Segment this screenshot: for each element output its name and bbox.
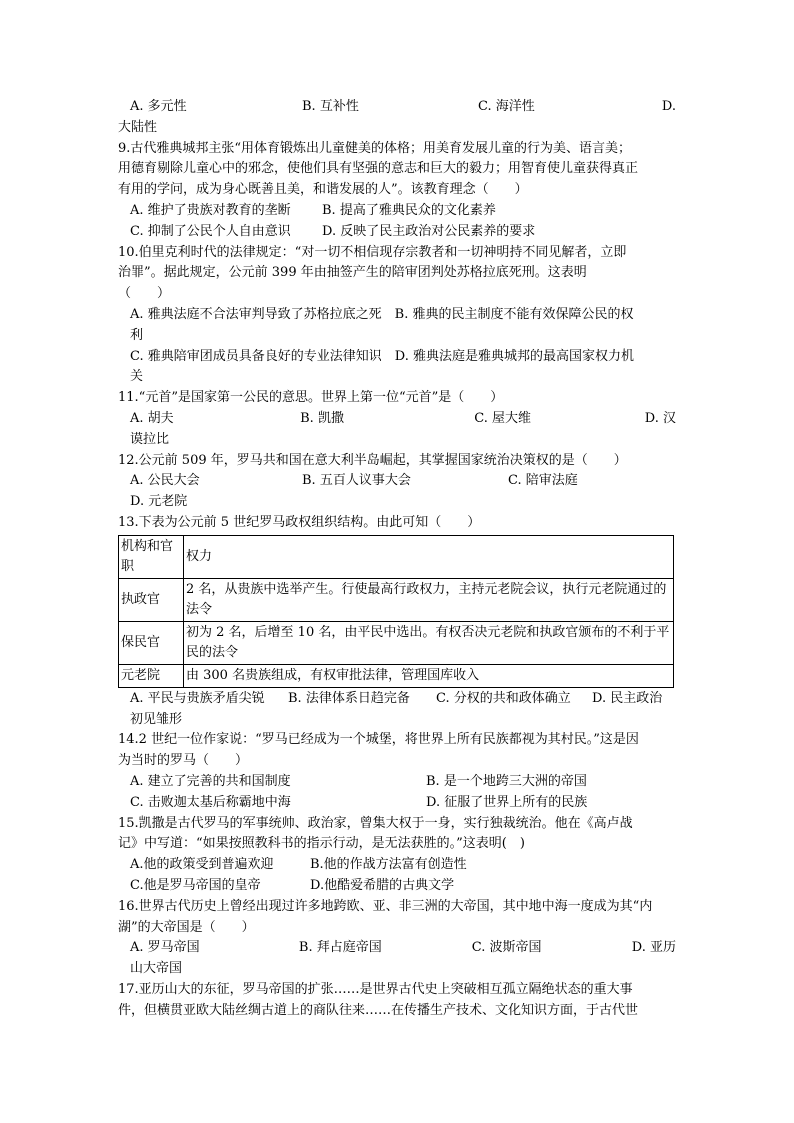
option-a: A. 公民大会 bbox=[130, 473, 200, 489]
question-15 bbox=[118, 814, 676, 897]
option-b: B. 五百人议事大会 bbox=[302, 473, 411, 489]
government-structure-table bbox=[118, 535, 674, 688]
question-stem-line: 为当时的罗马（ ） bbox=[118, 753, 249, 769]
question-stem-line: 件，但横贯亚欧大陆丝绸古道上的商队往来……在传播生产技术、文化知识方面，于古代世 bbox=[118, 1002, 639, 1018]
option-d: D. 征服了世界上所有的民族 bbox=[426, 794, 588, 810]
option-a: A. 罗马帝国 bbox=[130, 940, 200, 956]
option-a: A. 胡夫 bbox=[130, 410, 174, 426]
question-10 bbox=[118, 243, 676, 389]
question-9 bbox=[118, 139, 676, 243]
option-c: C.他是罗马帝国的皇帝 bbox=[130, 877, 261, 893]
option-b: B. 是一个地跨三大洲的帝国 bbox=[426, 773, 587, 789]
option-b: B. 凯撒 bbox=[300, 410, 344, 426]
question-stem-line: 记》中写道：“如果按照教科书的指示行动，是无法获胜的。”这表明( ) bbox=[118, 836, 525, 852]
table-cell-org: 机构和官职 bbox=[119, 535, 184, 578]
question-list bbox=[118, 97, 676, 1021]
question-stem-line: 治罪”。据此规定，公元前 399 年由抽签产生的陪审团判处苏格拉底死刑。这表明 bbox=[118, 265, 587, 281]
question-13 bbox=[118, 513, 676, 730]
question-11 bbox=[118, 388, 676, 450]
question-stem-line: 9.古代雅典城邦主张“用体育锻炼出儿童健美的体格；用美育发展儿童的行为美、语言美； bbox=[118, 140, 632, 156]
option-d-continuation: 关 bbox=[130, 369, 144, 385]
table-cell-power: 权力 bbox=[184, 535, 674, 578]
table-row bbox=[119, 535, 674, 578]
question-stem-line: 湖”的大帝国是（ ） bbox=[118, 919, 255, 935]
option-a: A. 维护了贵族对教育的垄断 bbox=[130, 202, 291, 218]
question-16 bbox=[118, 897, 676, 980]
option-b: B. 提高了雅典民众的文化素养 bbox=[322, 202, 496, 218]
option-d-continuation: 谟拉比 bbox=[130, 431, 170, 447]
table-row bbox=[119, 621, 674, 664]
option-c-d: C. 雅典陪审团成员具备良好的专业法律知识 D. 雅典法庭是雅典城邦的最高国家权力机 bbox=[130, 348, 634, 364]
option-b: B.他的作战方法富有创造性 bbox=[310, 857, 467, 873]
option-a: A. 建立了完善的共和国制度 bbox=[130, 773, 291, 789]
question-stem-line: （ ） bbox=[118, 286, 171, 302]
option-b: B. 拜占庭帝国 bbox=[298, 940, 382, 956]
table-cell-org: 元老院 bbox=[119, 664, 184, 687]
option-d-continuation: 大陆性 bbox=[118, 119, 158, 135]
question-stem-line: 16.世界古代历史上曾经出现过许多地跨欧、亚、非三洲的大帝国，其中地中海一度成为其“内 bbox=[118, 898, 653, 914]
option-a: A.他的政策受到普遍欢迎 bbox=[130, 857, 274, 873]
question-stem: 13.下表为公元前 5 世纪罗马政权组织结构。由此可知（ ） bbox=[118, 514, 481, 530]
option-d: D.他酷爱希腊的古典文学 bbox=[310, 877, 455, 893]
option-d-continuation: 初见雏形 bbox=[130, 711, 183, 727]
question-stem-line: 15.凯撒是古代罗马的军事统帅、政治家，曾集大权于一身，实行独裁统治。他在《高卢战 bbox=[118, 815, 633, 831]
table-row bbox=[119, 664, 674, 687]
question-8-options bbox=[118, 97, 676, 139]
option-c: C. 海洋性 bbox=[478, 99, 535, 114]
table-cell-power: 2 名，从贵族中选举产生。行使最高行政权力，主持元老院会议，执行元老院通过的法令 bbox=[184, 578, 674, 621]
question-stem: 11.“元首”是国家第一公民的意思。世界上第一位“元首”是（ ） bbox=[118, 390, 504, 406]
option-d: D. 元老院 bbox=[130, 494, 188, 510]
table-cell-power: 初为 2 名，后增至 10 名，由平民中选出。有权否决元老院和执政官颁布的不利于平民的法令 bbox=[184, 621, 674, 664]
option-d: D. 反映了民主政治对公民素养的要求 bbox=[322, 223, 536, 239]
option-b: B. 法律体系日趋完备 bbox=[288, 690, 410, 706]
question-stem-line: 用德育剔除儿童心中的邪念，使他们具有坚强的意志和巨大的毅力；用智育使儿童获得真正 bbox=[118, 161, 639, 177]
table-cell-power: 由 300 名贵族组成，有权审批法律，管理国库收入 bbox=[184, 664, 674, 687]
question-14 bbox=[118, 730, 676, 813]
question-12 bbox=[118, 451, 676, 513]
question-stem: 12.公元前 509 年，罗马共和国在意大利半岛崛起，其掌握国家统治决策权的是（ ） bbox=[118, 452, 627, 468]
question-stem-line: 17.亚历山大的东征，罗马帝国的扩张……是世界古代史上突破相互孤立隔绝状态的重大事 bbox=[118, 981, 633, 997]
table-cell-org: 保民官 bbox=[119, 621, 184, 664]
option-c: C. 波斯帝国 bbox=[471, 940, 542, 956]
option-c: C. 击败迦太基后称霸地中海 bbox=[130, 794, 291, 810]
option-d: D. 民主政治 bbox=[592, 690, 663, 706]
option-d: D. 汉 bbox=[644, 410, 676, 426]
question-17 bbox=[118, 980, 676, 1022]
option-a: A. 平民与贵族矛盾尖锐 bbox=[130, 690, 265, 706]
option-c: C. 陪审法庭 bbox=[508, 473, 578, 489]
option-a-b: A. 雅典法庭不合法审判导致了苏格拉底之死 B. 雅典的民主制度不能有效保障公民的权 bbox=[130, 306, 634, 322]
option-b-continuation: 利 bbox=[130, 327, 144, 343]
option-d-continuation: 山大帝国 bbox=[130, 961, 183, 977]
option-d: D. bbox=[661, 99, 676, 114]
table-cell-org: 执政官 bbox=[119, 578, 184, 621]
option-d: D. 亚历 bbox=[631, 940, 676, 956]
question-stem-line: 14.2 世纪一位作家说：“罗马已经成为一个城堡，将世界上所有民族都视为其村民。”这是因 bbox=[118, 732, 639, 748]
option-b: B. 互补性 bbox=[302, 99, 359, 114]
table-row bbox=[119, 578, 674, 621]
question-stem-line: 10.伯里克利时代的法律规定：“对一切不相信现存宗教者和一切神明持不同见解者，立即 bbox=[118, 244, 627, 260]
option-c: C. 屋大维 bbox=[474, 410, 531, 426]
option-c: C. 分权的共和政体确立 bbox=[436, 690, 571, 706]
option-a: A. 多元性 bbox=[130, 99, 187, 114]
question-stem-line: 有用的学问，成为身心既善且美，和谐发展的人”。该教育理念（ ） bbox=[118, 182, 528, 198]
option-c: C. 抑制了公民个人自由意识 bbox=[130, 223, 291, 239]
